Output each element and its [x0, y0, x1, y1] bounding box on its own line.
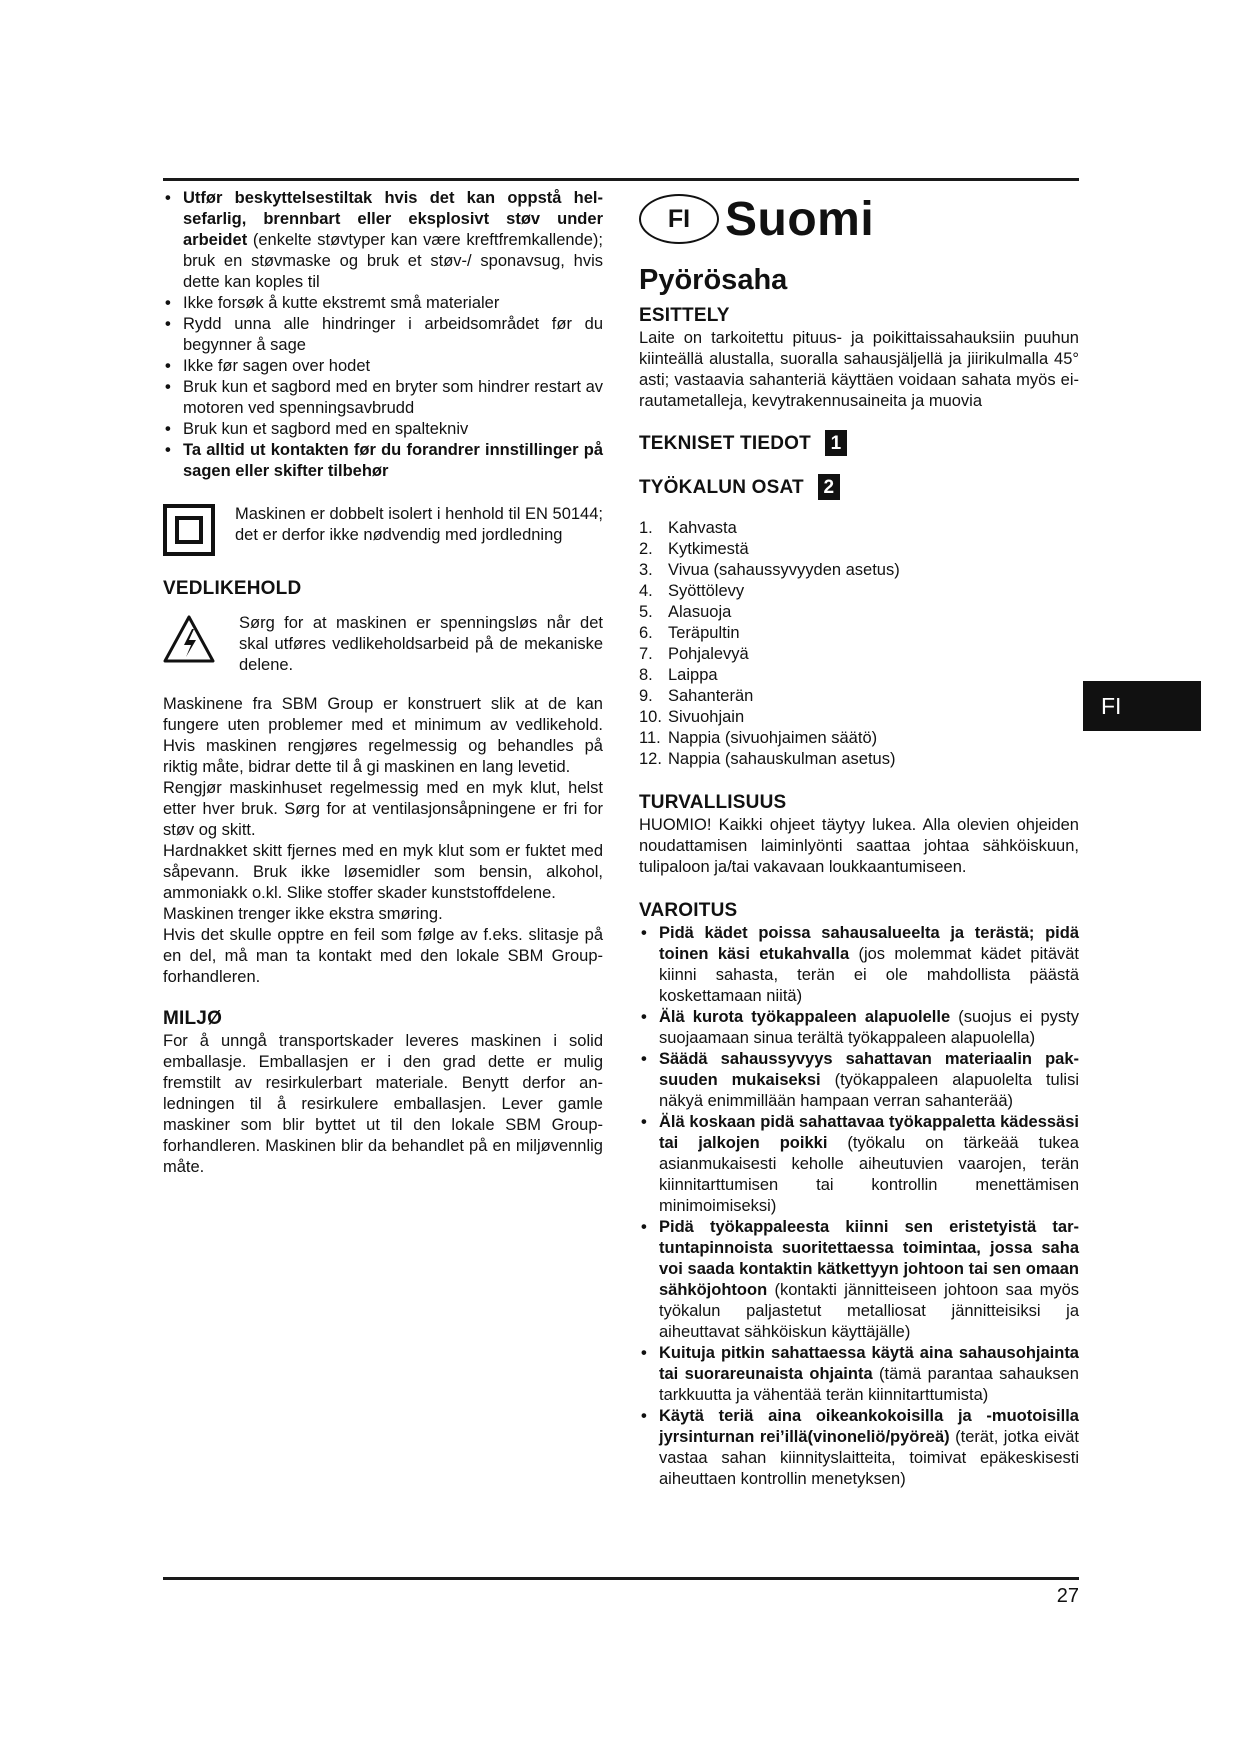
double-insulation-icon — [163, 504, 215, 556]
maintenance-paragraph: Maskinen trenger ikke ekstra smøring. — [163, 905, 443, 923]
language-side-tab: FI — [1083, 681, 1201, 731]
list-item: 11. Nappia (sivuohjaimen säätö) — [639, 729, 878, 747]
list-item: • Pidä työkappaleesta kiinni sen eristetyistä tartuntapinnoista suoritettaessa toimintaa, jossa saha voi saada kontaktin kätkettyyn johtoon tai sen omaan sähköjohtoon (kontakti jännitteiseen johtoon saa myös työkalun paljastetut metalliosat jännitteisiksi ja aiheuttavat sähköiskun käyttäjälle) — [639, 1217, 1079, 1343]
safety-text: HUOMIO! Kaikki ohjeet täytyy lukea. Alla olevien ohjeiden noudattamisen laiminlyönti saattaa johtaa sähköiskuun, tulipaloon ja/tai vakavaan loukkaantumiseen. — [639, 816, 1079, 876]
list-item: • Ikke forsøk å kutte ekstremt små materialer — [163, 293, 603, 314]
list-item: • Säädä sahaussyvyys sahattavan materiaalin paksuuden mukaiseksi (työkappaleen alapuolelta tulisi näkyä enimmillään hampaan verran sahanterää) — [639, 1049, 1079, 1112]
language-code-badge: FI — [639, 194, 719, 244]
list-item: 3. Vivua (sahaussyvyyden asetus) — [639, 561, 900, 579]
list-item: 9. Sahanterän — [639, 687, 754, 705]
warning-bullet-list — [639, 923, 1079, 1490]
maintenance-body — [163, 694, 603, 988]
left-column — [163, 188, 603, 1178]
parts-heading-row — [639, 474, 1079, 500]
tech-specs-heading: TEKNISET TIEDOT — [639, 432, 811, 454]
figure-ref-badge: 1 — [825, 430, 847, 456]
top-rule — [163, 178, 1079, 181]
list-item: 2. Kytkimestä — [639, 540, 749, 558]
maintenance-paragraph: Maskinene fra SBM Group er konstruert slik at de kan fungere uten problemer med et minimum av vedlikehold. Hvis maskinen rengjøres regelmessig og behandles på riktig måte, bidrar dette til å gi maskinen en lang levetid. — [163, 695, 603, 776]
list-item: 1. Kahvasta — [639, 519, 737, 537]
list-item: 10. Sivuohjain — [639, 708, 745, 726]
maintenance-paragraph: Hardnakket skitt fjernes med en myk klut som er fuktet med såpevann. Bruk ikke løsemidler som bensin, alkohol, ammoniakk o.kl. Slike stoffer skader kunststoffdelene. — [163, 842, 603, 902]
maintenance-heading: VEDLIKEHOLD — [163, 578, 302, 599]
list-item: • Ikke før sagen over hodet — [163, 356, 603, 377]
parts-heading: TYÖKALUN OSAT — [639, 476, 804, 498]
list-item: • Rydd unna alle hindringer i arbeidsområdet før du begynner å sage — [163, 314, 603, 356]
safety-bullet-list-no — [163, 188, 603, 482]
maintenance-paragraph: Rengjør maskinhuset regelmessig med en myk klut, helst etter hver bruk. Sørg for at ventilasjonsåpningene er fri for støv og skitt. — [163, 779, 603, 839]
list-item: • Pidä kädet poissa sahausalueelta ja terästä; pidä toinen käsi etukahvalla (jos molemmat kädet pitävät kiinni sahasta, terän ei ole mahdollista päästä koskettamaan niitä) — [639, 923, 1079, 1007]
list-item: • Utfør beskyttelsestiltak hvis det kan oppstå helsefarlig, brennbart eller eksplosivt støv under arbeidet (enkelte støvtyper kan være kreftfremkallende); bruk en støvmaske og bruk et støv-/ sponavsug, hvis dette kan koples til — [163, 188, 603, 293]
list-item: • Ta alltid ut kontakten før du forandrer innstillinger på sagen eller skifter tilbehør — [163, 440, 603, 482]
list-item: 4. Syöttölevy — [639, 582, 745, 600]
warning-heading: VAROITUS — [639, 900, 738, 921]
environment-heading: MILJØ — [163, 1008, 223, 1029]
bottom-rule — [163, 1577, 1079, 1580]
maintenance-warning-text: Sørg for at maskinen er spenningsløs når det skal utføres vedlikeholdsarbeid på de mekaniske delene. — [239, 614, 603, 674]
language-title: Suomi — [725, 192, 875, 246]
double-insulation-note — [163, 504, 603, 556]
parts-list — [639, 518, 1079, 770]
list-item: • Älä kurota työkappaleen alapuolelle (suojus ei pysty suojaamaan sinua terältä työkappaleen alapuolella) — [639, 1007, 1079, 1049]
list-item: • Bruk kun et sagbord med en spaltekniv — [163, 419, 603, 440]
list-item: 12. Nappia (sahauskulman asetus) — [639, 750, 896, 768]
list-item: • Älä koskaan pidä sahattavaa työkappaletta kädessäsi tai jalkojen poikki (työkalu on tärkeää tukea asianmukaisesti keholle aiheutuvien vaarojen, terän kiinnitarttumisen tai kontrollin menettämisen minimoimiseksi) — [639, 1112, 1079, 1217]
list-item: 5. Alasuoja — [639, 603, 732, 621]
list-item: • Käytä teriä aina oikeankokoisilla ja -muotoisilla jyrsinturnan rei’illä(vinoneliö/pyöreä) (terät, jotka eivät vastaa sahan kiinnityslaitteita, toimivat epäkeskisesti aiheuttaen kontrollin menetyksen) — [639, 1406, 1079, 1490]
tech-specs-heading-row — [639, 430, 1079, 456]
figure-ref-badge: 2 — [818, 474, 840, 500]
list-item: 7. Pohjalevyä — [639, 645, 749, 663]
list-item: 6. Teräpultin — [639, 624, 740, 642]
list-item: • Bruk kun et sagbord med en bryter som hindrer restart av motoren ved spenningsavbrudd — [163, 377, 603, 419]
safety-heading: TURVALLISUUS — [639, 792, 787, 813]
document-title: Pyörösaha — [639, 264, 788, 296]
maintenance-paragraph: Hvis det skulle opptre en feil som følge av f.eks. slitasje på en del, må man ta kontakt med den lokale SBM Group- forhandleren. — [163, 926, 603, 986]
list-item: 8. Laippa — [639, 666, 718, 684]
list-item: • Kuituja pitkin sahattaessa käytä aina sahausohjainta tai suorareunaista ohjainta (tämä parantaa sahauksen tarkkuutta ja vähentää terän kiinnitarttumista) — [639, 1343, 1079, 1406]
right-column — [639, 188, 1079, 1490]
intro-text: Laite on tarkoitettu pituus- ja poikittaissahauksiin puuhun kiinteällä alustalla, suoralla sahausjäljellä ja jiirikulmalla 45° asti; vastaavia sahanteriä käyttäen voidaan sahata myös ei-rautametalleja, kevytrakennusaineita ja muovia — [639, 329, 1079, 410]
environment-text: For å unngå transportskader leveres maskinen i solid emballasje. Emballasjen er i den grad dette er mulig fremstilt av resirkulerbart materiale. Benytt derfor anledningen til å resirkulere emballasjen. Lever gamle maskiner som blir byttet ut til den lokale SBM Groupforhandleren. Maskinen blir da behandlet på en miljøvennlig måte. — [163, 1032, 603, 1176]
insulation-text: Maskinen er dobbelt isolert i henhold til EN 50144; det er derfor ikke nødvendig med jordledning — [235, 505, 603, 544]
language-header — [639, 190, 1079, 248]
electric-hazard-icon — [163, 613, 215, 665]
page-number: 27 — [1056, 1585, 1079, 1607]
intro-heading: ESITTELY — [639, 305, 730, 326]
maintenance-warning — [163, 613, 603, 676]
